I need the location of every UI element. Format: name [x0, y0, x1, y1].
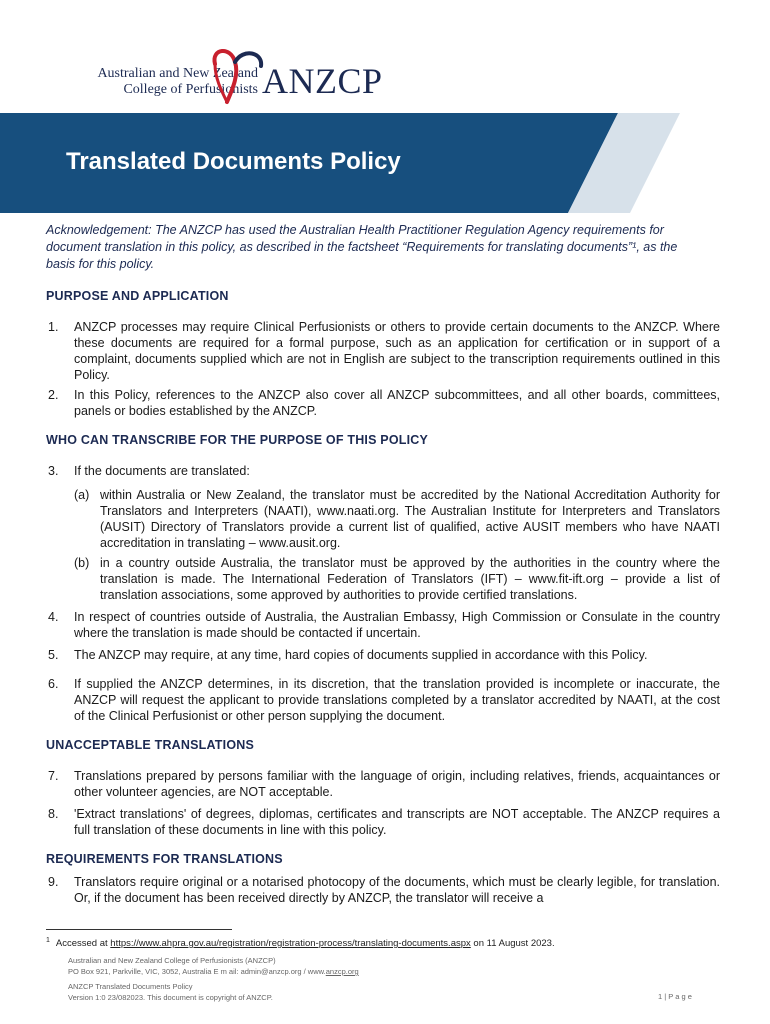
section-heading-purpose: PURPOSE AND APPLICATION [46, 289, 229, 303]
sub-item [74, 487, 720, 551]
item-number: 8. [48, 807, 59, 821]
footer-contact [68, 955, 359, 977]
org-name-line1: Australian and New Zealand [97, 66, 258, 81]
footnote-prefix: Accessed at [55, 938, 111, 950]
item-number: 9. [48, 875, 59, 889]
item-text: In respect of countries outside of Australia, the Australian Embassy, High Commission or Consulate in the country where the translation is made should be contacted if uncertain. [74, 610, 720, 640]
footer-website-link[interactable]: anzcp.org [325, 967, 359, 976]
list-item [48, 319, 720, 383]
item-number: 4. [48, 610, 59, 624]
org-name-line2: College of Perfusionists [123, 82, 258, 97]
sub-item-label: (a) [74, 488, 90, 502]
list-item [48, 768, 720, 800]
list-item [48, 676, 720, 724]
footnote-mark: 1 [46, 937, 50, 944]
list-item [48, 806, 720, 838]
footnote-divider [46, 929, 232, 930]
item-text: In this Policy, references to the ANZCP also cover all ANZCP subcommittees, and all other boards, committees, panels or bodies established by the ANZCP. [74, 388, 720, 418]
item-text: If supplied the ANZCP determines, in its discretion, that the translation provided is incomplete or inaccurate, the ANZCP will request the applicant to provide translations completed by a translator accredited by NAATI, at the cost of the Clinical Perfusionist or other person supplying the document. [74, 677, 720, 723]
footer-doc-title: ANZCP Translated Documents Policy [68, 982, 193, 991]
item-text: Translations prepared by persons familiar with the language of origin, including relatives, friends, acquaintances or other volunteer agencies, are NOT acceptable. [74, 769, 720, 799]
sub-item-text: in a country outside Australia, the translator must be approved by the authorities in the country where the translation is made. The International Federation of Translators (IFT) – www.fit-ift.org – provide a list of translation associations, some approved by authorities to provide certified translations. [100, 556, 720, 602]
acknowledgement: Acknowledgement: The ANZCP has used the Australian Health Practitioner Regulation Agency requirements for document translation in this policy, as described in the factsheet “Requirements for translating documents”¹, as the basis for this policy. [46, 223, 678, 271]
sub-item-label: (b) [74, 556, 90, 570]
footnote [46, 937, 555, 949]
section-heading-unacceptable: UNACCEPTABLE TRANSLATIONS [46, 738, 255, 752]
list-item [48, 387, 720, 419]
item-number: 2. [48, 388, 59, 402]
item-number: 3. [48, 464, 59, 478]
footer-doc-info [68, 981, 273, 1003]
item-text: ANZCP processes may require Clinical Perfusionists or others to provide certain documents to the ANZCP. Where these documents are required for a formal purpose, such as an application for certification or in support of a complaint, documents supplied which are not in English are subject to the transcription requirements outlined in this Policy. [74, 320, 720, 382]
item-number: 7. [48, 769, 59, 783]
item-text: The ANZCP may require, at any time, hard copies of documents supplied in accordance with this Policy. [74, 648, 648, 662]
footnote-link[interactable]: https://www.ahpra.gov.au/registration/registration-process/translating-documents.aspx [110, 938, 471, 950]
footer-org: Australian and New Zealand College of Perfusionists (ANZCP) [68, 956, 276, 965]
footnote-suffix: on 11 August 2023. [470, 938, 555, 950]
list-item [48, 874, 720, 906]
item-number: 1. [48, 320, 59, 334]
footer-version: Version 1:0 23/082023. This document is copyright of ANZCP. [68, 993, 273, 1002]
page-title: Translated Documents Policy [66, 148, 401, 175]
logo-wordmark: ANZCP [262, 61, 383, 101]
item-text: If the documents are translated: [74, 464, 250, 478]
sub-item [74, 555, 720, 603]
footer-address [68, 966, 359, 977]
list-item [48, 609, 720, 641]
footer-address-text: PO Box 921, Parkville, VIC, 3052, Australia E m ail: admin@anzcp.org / www. [68, 967, 326, 976]
item-text: Translators require original or a notarised photocopy of the documents, which must be clearly legible, for translation. Or, if the document has been received directly by ANZCP, the translator will receive a [74, 875, 720, 905]
item-number: 5. [48, 648, 59, 662]
item-number: 6. [48, 677, 59, 691]
page-number: 1 | P a g e [658, 992, 692, 1001]
section-heading-requirements: REQUIREMENTS FOR TRANSLATIONS [46, 852, 283, 866]
section-heading-who: WHO CAN TRANSCRIBE FOR THE PURPOSE OF THIS POLICY [46, 433, 429, 447]
list-item [48, 463, 720, 479]
list-item [48, 647, 720, 663]
item-text: 'Extract translations' of degrees, diplomas, certificates and transcripts are NOT acceptable. The ANZCP requires a full translation of these documents in line with this policy. [74, 807, 720, 837]
sub-item-text: within Australia or New Zealand, the translator must be accredited by the National Accreditation Authority for Translators and Interpreters (NAATI), www.naati.org. The Australian Institute for Interpreters and Translators (AUSIT) Directory of Translators provide a current list of qualified, active AUSIT members who have NAATI accreditation in translating – www.ausit.org. [100, 488, 720, 550]
